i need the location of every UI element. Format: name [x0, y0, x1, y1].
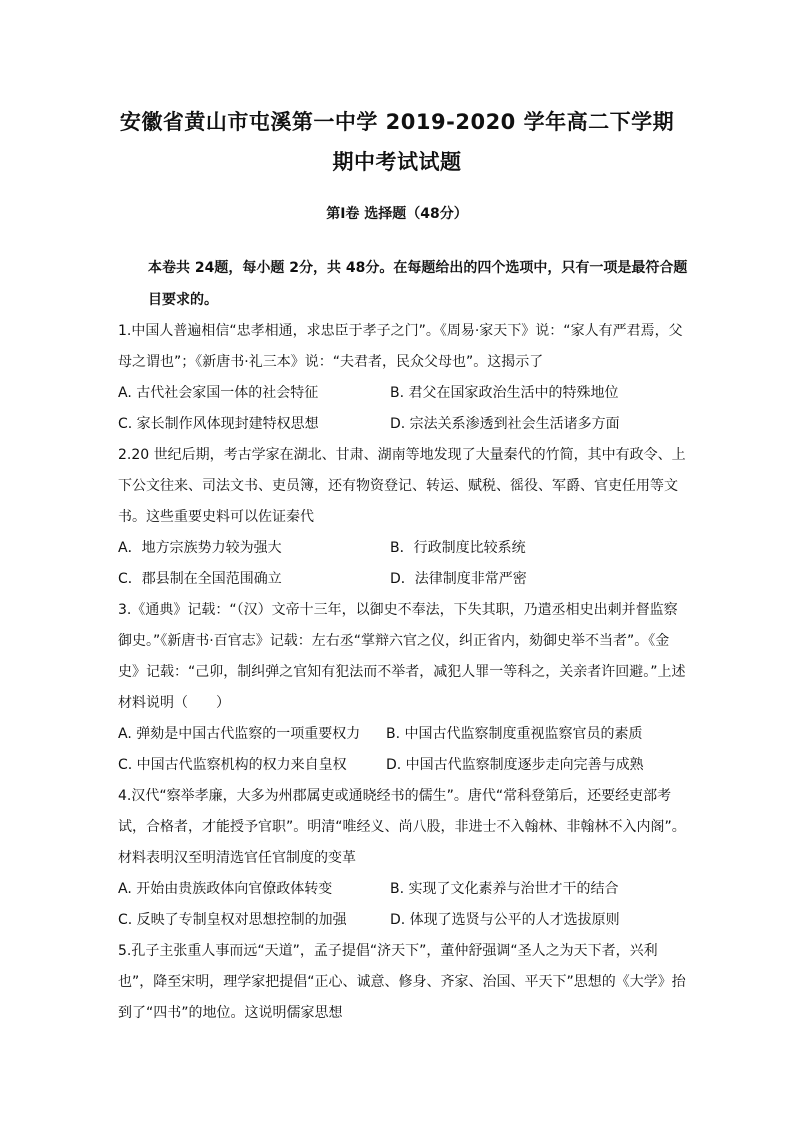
option-d: D. 体现了选贤与公平的人才选拔原则	[390, 912, 620, 928]
question-3	[118, 595, 688, 781]
option-b: B. 君父在国家政治生活中的特殊地位	[390, 385, 619, 401]
option-b: B．行政制度比较系统	[390, 540, 526, 556]
option-row	[118, 409, 688, 440]
option-c: C．郡县制在全国范围确立	[118, 571, 282, 587]
option-row	[118, 905, 688, 936]
option-c: C. 中国古代监察机构的权力来自皇权	[118, 757, 347, 773]
option-c: C. 家长制作风体现封建特权思想	[118, 416, 319, 432]
question-4	[118, 781, 688, 936]
option-b: B. 实现了文化素养与治世才干的结合	[390, 881, 619, 897]
question-stem: 3.《通典》记载：“（汉）文帝十三年，以御史不奉法，下失其职，乃遣丞相史出刺并督监察御史。”《新唐书·百官志》记载：左右丞“掌辩六官之仪，纠正省内，劾御史举不当者”。《金史》记载：“己卯，制纠弹之官知有犯法而不举者，减犯人罪一等科之，关亲者许回避。”上述材料说明（ ）	[118, 602, 686, 711]
option-row	[118, 564, 688, 595]
question-list	[118, 316, 688, 1029]
question-stem: 2.20 世纪后期，考古学家在湖北、甘肃、湖南等地发现了大量秦代的竹简，其中有政令、上下公文往来、司法文书、吏员簿，还有物资登记、转运、赋税、徭役、军爵、官吏任用等文书。这些重要史料可以佐证秦代	[118, 447, 686, 525]
option-row	[118, 533, 688, 564]
option-c: C. 反映了专制皇权对思想控制的加强	[118, 912, 347, 928]
option-d: D．法律制度非常严密	[390, 571, 527, 587]
question-5	[118, 936, 688, 1029]
instructions-text: 本卷共 24题，每小题 2分，共 48分。在每题给出的四个选项中，只有一项是最符合题目要求的。	[148, 260, 688, 308]
question-stem: 1.中国人普遍相信“忠孝相通，求忠臣于孝子之门”。《周易·家天下》说：“家人有严君焉，父母之谓也”；《新唐书·礼三本》说：“夫君者，民众父母也”。这揭示了	[118, 323, 683, 370]
question-2	[118, 440, 688, 595]
question-stem: 4.汉代“察举孝廉，大多为州郡属吏或通晓经书的儒生”。唐代“常科登第后，还要经吏部考试，合格者，才能授予官职”。明清“唯经义、尚八股，非进士不入翰林、非翰林不入内阁”。材料表明汉至明清选官任官制度的变革	[118, 788, 686, 866]
option-a: A. 古代社会家国一体的社会特征	[118, 385, 319, 401]
option-a: A．地方宗族势力较为强大	[118, 540, 282, 556]
option-d: D. 中国古代监察制度逐步走向完善与成熟	[386, 757, 644, 773]
section-heading: 第Ⅰ卷 选择题（48分）	[326, 206, 468, 222]
option-row	[118, 719, 688, 750]
option-a: A. 开始由贵族政体向官僚政体转变	[118, 881, 333, 897]
option-b: B. 中国古代监察制度重视监察官员的素质	[386, 726, 643, 742]
option-row	[118, 874, 688, 905]
option-d: D. 宗法关系渗透到社会生活诸多方面	[390, 416, 620, 432]
option-a: A. 弹劾是中国古代监察的一项重要权力	[118, 726, 361, 742]
question-stem: 5.孔子主张重人事而远“天道”，孟子提倡“济天下”，董仲舒强调“圣人之为天下者，兴利也”，降至宋明，理学家把提倡“正心、诚意、修身、齐家、治国、平天下”思想的《大学》抬到了“四书”的地位。这说明儒家思想	[118, 943, 686, 1021]
question-1	[118, 316, 688, 440]
document-title: 安徽省黄山市屯溪第一中学 2019-2020 学年高二下学期	[119, 110, 675, 134]
document-subtitle: 期中考试试题	[332, 150, 462, 174]
option-row	[118, 378, 688, 409]
option-row	[118, 750, 688, 781]
